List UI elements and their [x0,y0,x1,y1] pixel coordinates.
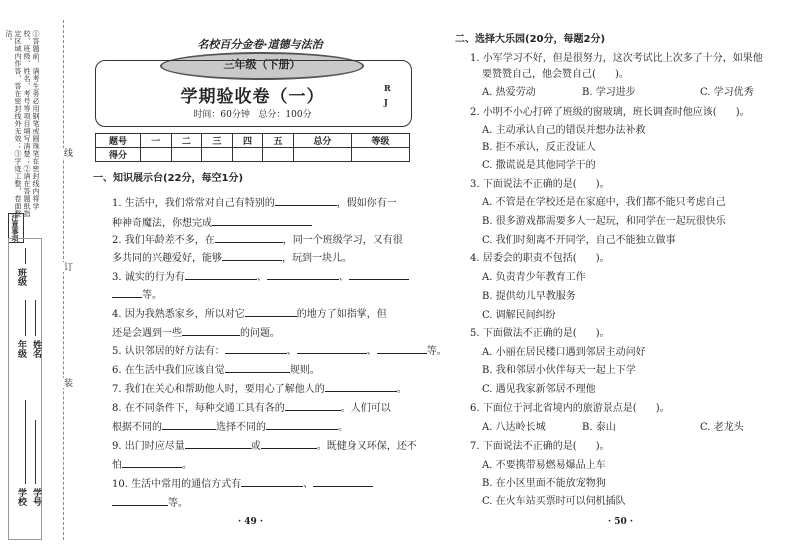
field-grade-label: 年级 [16,340,26,358]
q2-text-a: 2. 我们年龄差不多，在 [112,235,215,246]
mc-q1b: 要赞赞自己，他会赞自己( )。 [482,69,629,80]
mc-q2-opt-a[interactable]: A. 主动承认自己的错误并想办法补救 [482,125,646,136]
score-input[interactable] [171,148,202,162]
mc-q3-opt-b[interactable]: B. 很多游戏都需要多人一起玩，和同学在一起玩很快乐 [482,216,726,227]
score-input[interactable] [263,148,294,162]
q7-blank-1[interactable] [325,380,397,392]
q9-text-a: 9. 出门时应尽量 [112,441,185,452]
q10-sep: 、 [303,479,314,490]
mc-q5-opt-c[interactable]: C. 遇见我家新邻居不理他 [482,384,596,395]
mc-q4-opt-a[interactable]: A. 负责青少年教育工作 [482,272,586,283]
edition-j: J [384,97,388,107]
score-input[interactable] [141,148,172,162]
q1-blank-2[interactable] [212,214,312,226]
score-cell: 四 [232,134,263,148]
q9-blank-3[interactable] [122,456,182,468]
grade-label: 三年级（下册） [223,58,301,71]
score-cell: 三 [202,134,233,148]
mc-q1-opt-a[interactable]: A. 热爱劳动 [482,87,536,98]
q8-text-d: 选择不同的 [216,422,266,433]
mc-q5-opt-a[interactable]: A. 小丽在居民楼口遇到邻居主动问好 [482,347,646,358]
q4-blank-1[interactable] [245,305,297,317]
mc-q6-opt-b[interactable]: B. 泰山 [582,422,616,433]
q4-text-b: 的地方了如指掌，但 [296,309,387,320]
q5-blank-3[interactable] [377,342,427,354]
score-table-score-row [96,148,410,162]
q4-text-a: 4. 因为我熟悉家乡，所以对它 [112,309,245,320]
exam-title: 学期验收卷（一） [180,87,325,107]
score-table-header-row [96,134,410,148]
q7-text-b: 。 [396,384,407,395]
score-cell: 题号 [96,134,141,148]
q3-line1 [112,268,409,285]
field-class-label: 班级 [16,268,26,286]
q2-text-b: ，同一个班级学习，又有很 [282,235,403,246]
q10-line1 [112,475,373,492]
score-input[interactable] [351,148,409,162]
score-cell: 五 [263,134,294,148]
mc-q2-opt-c[interactable]: C. 撒谎说是其他同学干的 [482,160,596,171]
field-name-line[interactable] [35,300,36,336]
q10-text-a: 10. 生活中常用的通信方式有 [112,479,242,490]
q7-line [112,380,407,397]
q9-text-d: 怕 [112,460,122,471]
q1-text-b: ，假如你有一 [336,198,397,209]
q1-line1 [112,194,397,211]
q5-sep: 、 [286,346,297,357]
q8-text-c: 根据不同的 [112,422,162,433]
q5-text-a: 5. 认识邻居的好方法有： [112,346,225,357]
q8-text-a: 8. 在不同条件下，每种交通工具有各的 [112,403,285,414]
field-no-line[interactable] [35,420,36,484]
mc-q3: 3. 下面说法不正确的是( )。 [470,179,610,190]
q4-text-d: 的问题。 [240,328,280,339]
mc-q6-opt-a[interactable]: A. 八达岭长城 [482,422,546,433]
cut-line-label: 线 [62,148,72,158]
q9-line1 [112,437,417,454]
q8-text-e: 。 [338,422,348,433]
score-input[interactable] [293,148,351,162]
q3-blank-4[interactable] [112,286,142,298]
mc-q6: 6. 下面位于河北省境内的旅游景点是( )。 [470,403,670,414]
q6-text-a: 6. 在生活中我们应该自觉 [112,365,225,376]
q5-blank-1[interactable] [225,342,287,354]
mc-q1: 1. 小军学习不好，但是很努力，这次考试比上次多了十分，如果他 [470,53,763,64]
field-name-label: 姓名 [31,340,41,358]
score-cell: 一 [141,134,172,148]
mc-q5: 5. 下面做法不正确的是( )。 [470,328,610,339]
q8-line1 [112,399,391,416]
exam-notes: ①答题前，请考生务必用钢笔或圆珠笔在密封线内将学校、班级、姓名、考号等项目填写清楚；②请在答题纸指定区域内作答，答在密封线外无效；③字迹工整，卷面整洁。 [5,30,40,218]
q10-blank-1[interactable] [241,475,303,487]
q1-line2 [112,214,312,231]
q3-blank-3[interactable] [349,268,409,280]
q1-blank-1[interactable] [275,194,337,206]
q1-text-c: 种神奇魔法，你想完成 [112,218,212,229]
q6-line [112,361,320,378]
q8-line2 [112,418,348,435]
q9-line2 [112,456,192,473]
q9-blank-2[interactable] [261,437,317,449]
mc-q4: 4. 居委会的职责不包括( )。 [470,253,610,264]
page-number-right: · 50 · [608,517,634,527]
score-cell: 等级 [351,134,409,148]
section2-title: 二、选择大乐园(20分，每题2分) [455,34,606,45]
mc-q7-opt-c[interactable]: C. 在火车站买票时可以伺机插队 [482,496,626,507]
q2-line1 [112,231,403,248]
mc-q3-opt-c[interactable]: C. 我们时刻离不开同学，自己不能独立做事 [482,235,676,246]
q2-text-d: ，玩到一块儿。 [282,253,352,264]
q3-blank-1[interactable] [185,268,257,280]
field-class-line[interactable] [25,248,26,264]
q1-text-a: 1. 生活中，我们常常对自己有特别的 [112,198,275,209]
mc-q7-opt-a[interactable]: A. 不要携带易燃易爆品上车 [482,460,606,471]
section1-title: 一、知识展示台(22分，每空1分) [93,173,244,184]
q9-text-e: 。 [182,460,192,471]
q3-end: 等。 [142,290,162,301]
q3-sep: 、 [338,272,349,283]
q9-text-b: 或 [250,441,261,452]
q9-blank-1[interactable] [185,437,251,449]
field-grade-line[interactable] [25,300,26,336]
field-school-label: 学校 [16,488,26,506]
q5-sep: 、 [366,346,377,357]
edition-r: R [384,83,391,93]
q4-line2 [112,324,280,341]
mc-q7-opt-b[interactable]: B. 在小区里面不能放宠物狗 [482,478,606,489]
q7-text-a: 7. 我们在关心和帮助他人时，要用心了解他人的 [112,384,325,395]
binding-margin [0,0,90,557]
cut-ding-label: 订 [62,262,72,272]
cut-zhuang-label: 装 [62,378,72,388]
q4-text-c: 还是会遇到一些 [112,328,182,339]
q5-line [112,342,447,359]
field-school-line[interactable] [25,400,26,484]
q8-blank-2[interactable] [162,418,216,430]
mc-q1-opt-c[interactable]: C. 学习优秀 [700,87,754,98]
q8-blank-3[interactable] [266,418,338,430]
q3-text-a: 3. 诚实的行为有 [112,272,185,283]
page-number-left: · 49 · [238,517,264,527]
q8-text-b: 。人们可以 [340,403,391,414]
q3-line2 [112,286,162,303]
mc-q5-opt-b[interactable]: B. 我和邻居小伙伴每天一起上下学 [482,365,636,376]
q2-text-c: 多共同的兴趣爱好，能够 [112,253,222,264]
q5-blank-2[interactable] [297,342,367,354]
mc-q4-opt-c[interactable]: C. 调解民间纠纷 [482,310,556,321]
mc-q6-opt-c[interactable]: C. 老龙头 [700,422,744,433]
q6-blank-1[interactable] [225,361,290,373]
score-input[interactable] [202,148,233,162]
mc-q2-opt-b[interactable]: B. 拒不承认，反正没证人 [482,142,596,153]
score-input[interactable] [232,148,263,162]
mc-q3-opt-a[interactable]: A. 不管是在学校还是在家庭中，我们都不能只考虑自己 [482,197,726,208]
score-table [95,133,410,162]
q10-blank-3[interactable] [112,494,168,506]
score-row-label: 得分 [96,148,141,162]
q2-blank-2[interactable] [222,249,282,261]
q8-blank-1[interactable] [285,399,341,411]
notice-label: 注意事项 [11,214,20,242]
q4-blank-2[interactable] [182,324,240,336]
score-cell: 总分 [293,134,351,148]
q10-blank-2[interactable] [313,475,373,487]
score-cell: 二 [171,134,202,148]
mc-q1-opt-b[interactable]: B. 学习进步 [582,87,636,98]
mc-q7: 7. 下面说法不正确的是( )。 [470,441,610,452]
q10-line2 [112,494,188,511]
exam-meta: 时间：60分钟 总分：100分 [193,110,312,120]
mc-q2: 2. 小明不小心打碎了班级的窗玻璃，班长调查时他应该( )。 [470,107,750,118]
header-banner: 名校百分金卷·道德与法治 [197,38,323,51]
q2-line2 [112,249,352,266]
field-no-label: 学号 [31,488,41,506]
q6-text-b: 规则。 [289,365,320,376]
q3-blank-2[interactable] [267,268,339,280]
mc-q4-opt-b[interactable]: B. 提供幼儿早教服务 [482,291,576,302]
q2-blank-1[interactable] [215,231,283,243]
q5-end: 等。 [426,346,447,357]
q9-text-c: 。既健身又环保，还不 [316,441,417,452]
q10-end: 等。 [168,498,188,509]
q3-sep: 、 [256,272,267,283]
q4-line1 [112,305,387,322]
